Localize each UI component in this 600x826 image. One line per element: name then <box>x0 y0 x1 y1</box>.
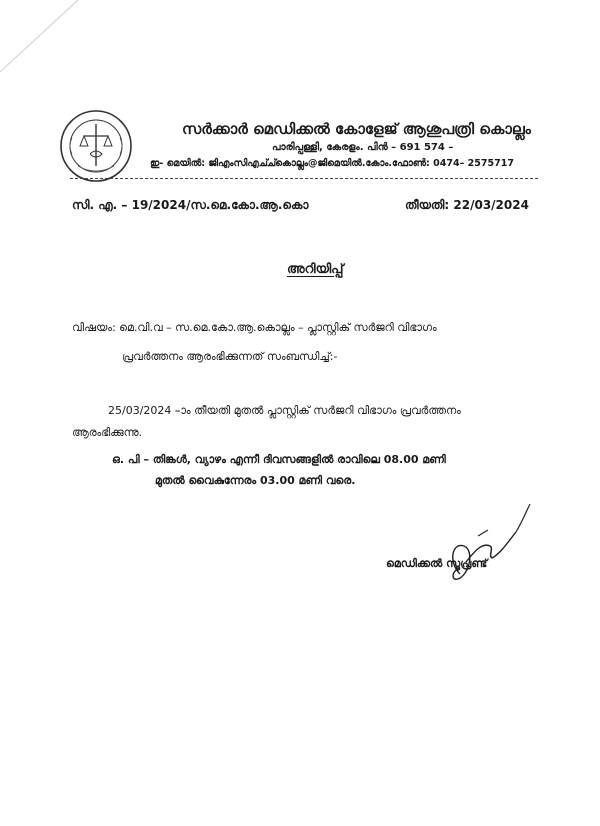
body-line-2: ആരംഭിക്കുന്നു. <box>72 426 143 439</box>
body-line-1: 25/03/2024 –ാം തീയതി മുതൽ പ്ലാസ്റ്റിക് സർജറി വിഭാഗം പ്രവർത്തനം <box>108 404 461 417</box>
op-timing-line-1: ഒ. പി – തിങ്കൾ, വ്യാഴം എന്നീ ദിവസങ്ങളിൽ രാവിലെ 08.00 മണി <box>112 453 446 466</box>
hospital-name: സർക്കാർ മെഡിക്കൽ കോളേജ് ആശുപത്രി കൊല്ലം <box>182 120 531 138</box>
op-timing-line-2: മുതൽ വൈകുന്നേരം 03.00 മണി വരെ. <box>155 474 356 487</box>
notice-date: തീയതി: 22/03/2024 <box>405 198 529 212</box>
header-divider <box>70 178 538 179</box>
notice-heading: അറിയിപ്പ് <box>287 262 344 277</box>
hospital-contact: ഇ- മെയിൽ: ജിഎംസിഎച്ച്കൊല്ലം@ജിമെയിൽ.കോം.ഫോൺ: 0474– 2575717 <box>150 158 514 169</box>
subject-line-2: പ്രവർത്തനം ആരംഭിക്കുന്നത് സംബന്ധിച്ച്:- <box>122 350 338 363</box>
handwritten-signature <box>430 502 540 592</box>
reference-number: സി. എ. – 19/2024/സ.മെ.കോ.ആ.കൊ <box>72 198 309 212</box>
signatory-title: മെഡിക്കൽ സൂപ്രണ്ട് <box>386 557 488 570</box>
hospital-address: പാരിപ്പള്ളി, കേരളം. പിൻ – 691 574 – <box>272 142 454 153</box>
college-seal-emblem <box>58 108 134 184</box>
subject-line-1: വിഷയം: മെ.വി.വ – സ.മെ.കോ.ആ.കൊല്ലം – പ്ലാസ്റ്റിക് സർജറി വിഭാഗം <box>72 321 437 334</box>
scan-corner-line <box>0 0 80 80</box>
